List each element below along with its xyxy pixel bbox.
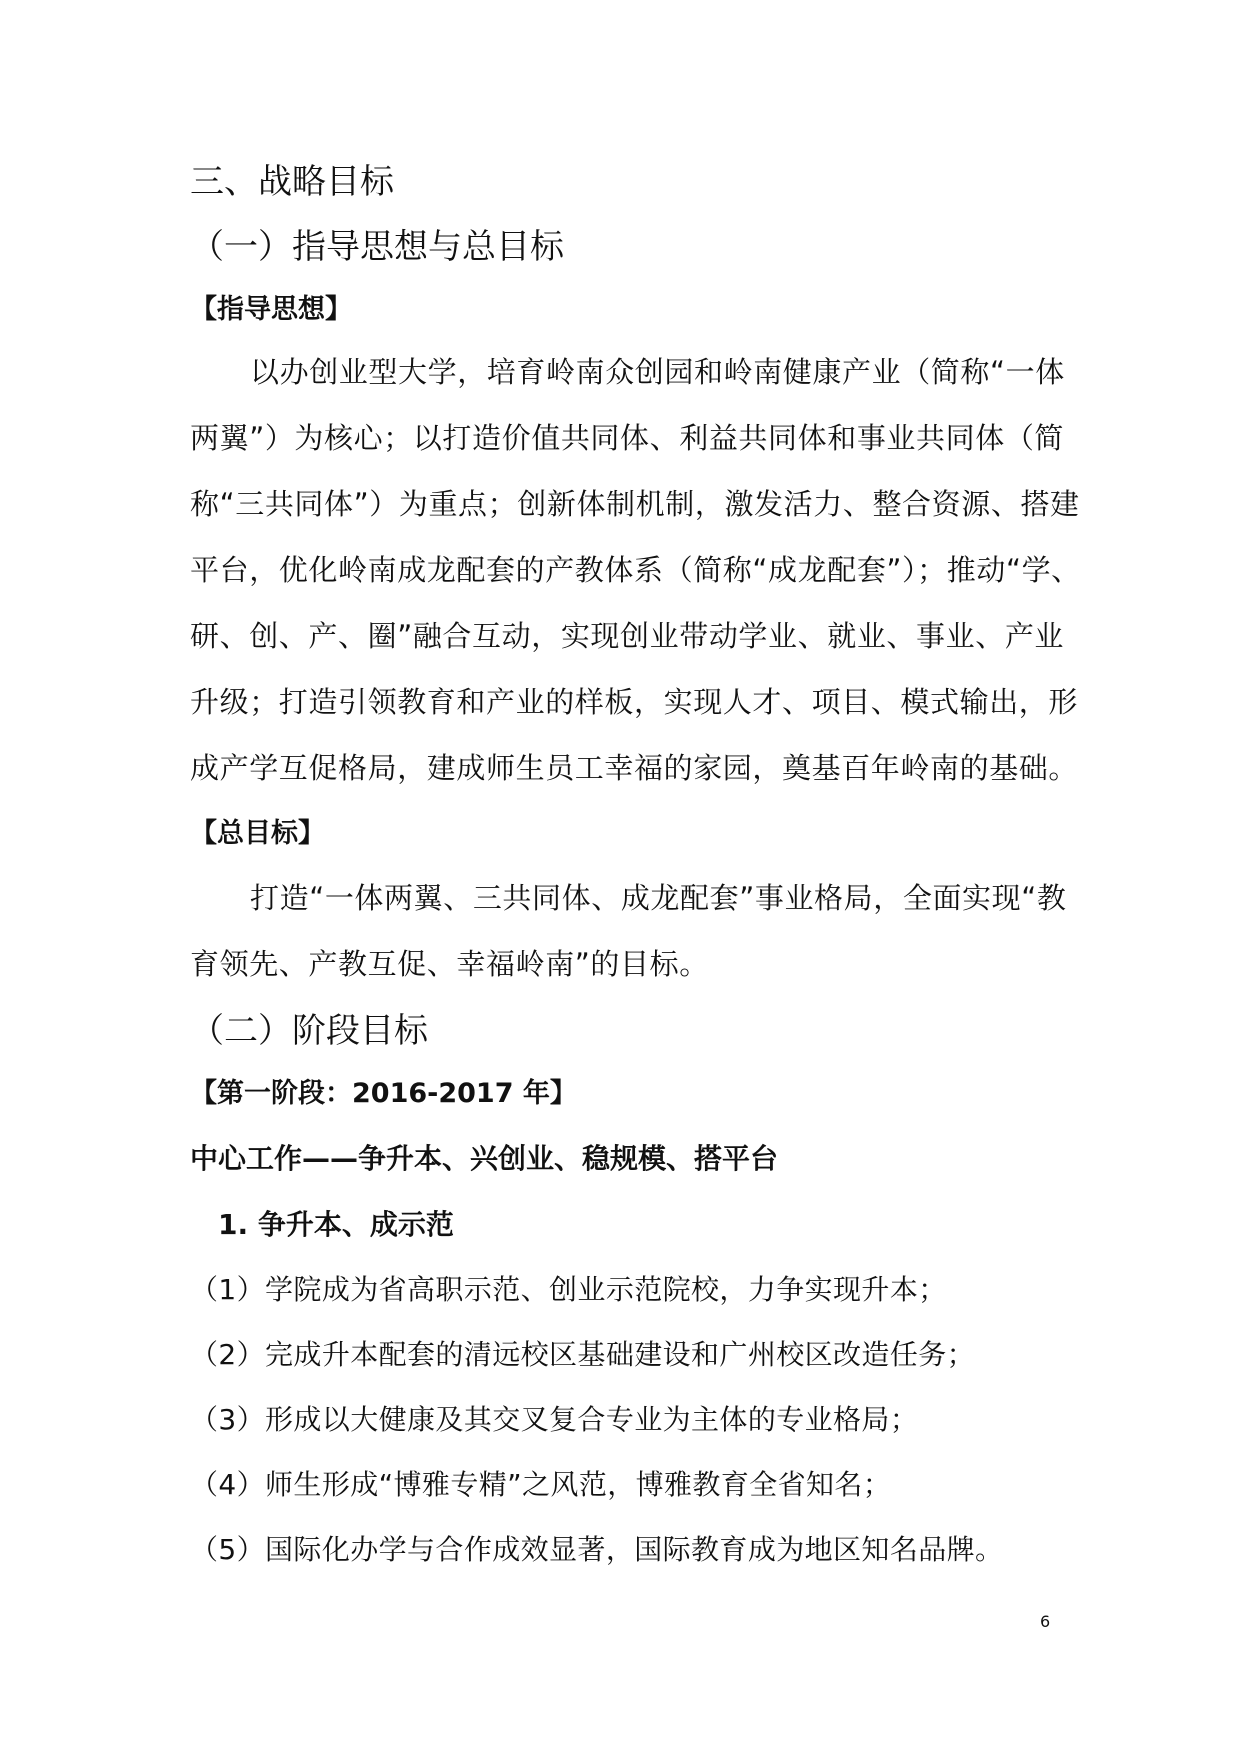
guiding-line-6: 升级；打造引领教育和产业的样板，实现人才、项目、模式输出，形 [190,685,1079,719]
guiding-line-7: 成产学互促格局，建成师生员工幸福的家园，奠基百年岭南的基础。 [190,751,1079,785]
stage-label: 【第一阶段：2016-2017 年】 [190,1078,577,1109]
item-1: （1）学院成为省高职示范、创业示范院校，力争实现升本； [190,1273,947,1306]
overall-line-2: 育领先、产教互促、幸福岭南”的目标。 [190,947,709,981]
guiding-line-5: 研、创、产、圈”融合互动，实现创业带动学业、就业、事业、产业 [190,619,1065,653]
item-heading: 1. 争升本、成示范 [218,1208,454,1241]
item-2: （2）完成升本配套的清远校区基础建设和广州校区改造任务； [190,1338,976,1371]
central-work: 中心工作——争升本、兴创业、稳规模、搭平台 [190,1142,779,1175]
guiding-line-3: 称“三共同体”）为重点；创新体制机制，激发活力、整合资源、搭建 [190,487,1080,521]
subsection-2-title: （二）阶段目标 [190,1011,428,1051]
item-3: （3）形成以大健康及其交叉复合专业为主体的专业格局； [190,1403,919,1436]
section-title: 三、战略目标 [190,162,394,202]
guiding-line-1: 以办创业型大学，培育岭南众创园和岭南健康产业（简称“一体 [250,355,1065,389]
overall-line-1: 打造“一体两翼、三共同体、成龙配套”事业格局，全面实现“教 [250,881,1067,915]
item-4: （4）师生形成“博雅专精”之风范，博雅教育全省知名； [190,1468,892,1501]
item-5: （5）国际化办学与合作成效显著，国际教育成为地区知名品牌。 [190,1533,1004,1566]
page-number: 6 [1040,1612,1051,1631]
guiding-line-2: 两翼”）为核心；以打造价值共同体、利益共同体和事业共同体（简 [190,421,1065,455]
subsection-1-title: （一）指导思想与总目标 [190,227,564,267]
overall-label: 【总目标】 [190,818,325,849]
guiding-label: 【指导思想】 [190,294,352,325]
guiding-line-4: 平台，优化岭南成龙配套的产教体系（简称“成龙配套”）；推动“学、 [190,553,1081,587]
